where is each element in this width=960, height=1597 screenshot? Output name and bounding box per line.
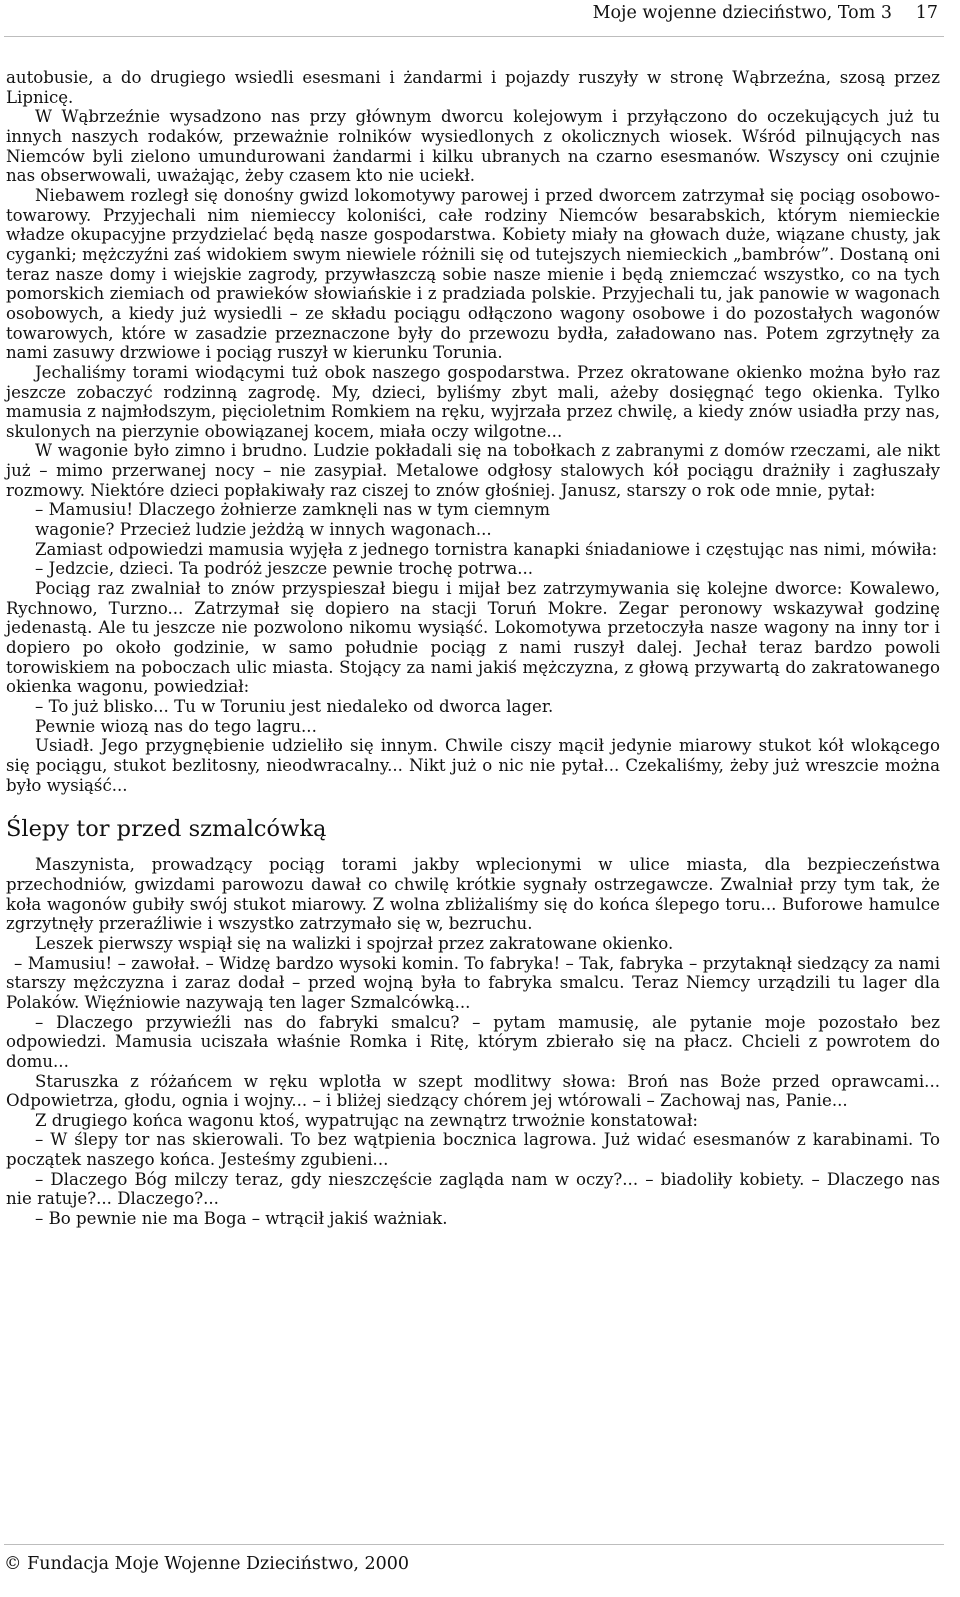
page-header (4, 0, 944, 37)
page-footer (4, 1544, 944, 1577)
dialogue-line: wagonie? Przecież ludzie jeżdżą w innych wagonach... (35, 520, 492, 540)
paragraph: Leszek pierwszy wspiął się na walizki i spojrzał przez zakratowane okienko. (35, 933, 674, 953)
section-heading: Ślepy tor przed szmalcówką (6, 816, 327, 843)
paragraph: Maszynista, prowadzący pociąg torami jakby wplecionymi w ulice miasta, dla bezpieczeństwa przechodniów, gwizdami parowozu dawał co chwilę krótkie sygnały ostrzegawcze. Zwalniał przy tym tak, że koła wagonów gubiły swój stukot miarowy. Z wolna zbliżaliśmy się do końca ślepego toru... Buforowe hamulce zgrzytnęły przeraźliwie i wszystko zatrzymało się w, bezruchu. (6, 855, 940, 934)
copyright-notice: © Fundacja Moje Wojenne Dzieciństwo, 2000 (4, 1554, 410, 1574)
page-number: 17 (915, 3, 938, 23)
paragraph: W Wąbrzeźnie wysadzono nas przy głównym dworcu kolejowym i przyłączono do oczekujących już tu innych naszych rodaków, przeważnie rolników wysiedlonych z okolicznych wiosek. Wśród pilnujących nas Niemców byli zielono umundurowani żandarmi i kilku ubranych na czarno esesmanów. Wszyscy oni czujnie nas obserwowali, uważając, żeby czasem kto nie uciekł. (6, 107, 940, 186)
dialogue-line: – W ślepy tor nas skierowali. To bez wątpienia bocznica lagrowa. Już widać esesmanów z karabinami. To początek naszego końca. Jesteśmy zgubieni... (6, 1130, 940, 1170)
dialogue-line: – Dlaczego przywieźli nas do fabryki smalcu? – pytam mamusię, ale pytanie moje pozostało bez odpowiedzi. Mamusia uciszała właśnie Romka i Ritę, którym zbierało się na płacz. Chcieli z powrotem do domu... (6, 1012, 940, 1071)
paragraph: Usiadł. Jego przygnębienie udzieliło się innym. Chwile ciszy mącił jedynie miarowy stukot kół wlokącego się pociągu, stukot bezlitosny, nieodwracalny... Nikt już o nic nie pytał... Czekaliśmy, żeby już wreszcie można było wysiąść... (6, 736, 940, 795)
paragraph: Z drugiego końca wagonu ktoś, wypatrując na zewnątrz trwożnie konstatował: (35, 1110, 698, 1130)
paragraph: autobusie, a do drugiego wsiedli esesmani i żandarmi i pojazdy ruszyły w stronę Wąbrzeźna, szosą przez Lipnicę. (6, 68, 940, 107)
paragraph: Niebawem rozległ się donośny gwizd lokomotywy parowej i przed dworcem zatrzymał się pociąg osobowo-towarowy. Przyjechali nim niemieccy koloniści, całe rodziny Niemców besarabskich, którym niemieckie władze okupacyjne przydzielać będą nasze gospodarstwa. Kobiety miały na głowach duże, wiązane chusty, jak cyganki; mężczyźni zaś widokiem swym niewiele różnili się od tutejszych niemieckich „bambrów”. Dostaną oni teraz nasze domy i wiejskie zagrody, przywłaszczą sobie nasze mienie i będą zniemczać wszystko, co na tych pomorskich ziemiach od prawieków słowiańskie i z pradziada polskie. Przyjechali tu, jak panowie w wagonach osobowych, a kiedy już wysiedli – ze składu pociągu odłączono wagony osobowe i do pozostałych wagonów towarowych, które w zasadzie przeznaczone były do przewozu bydła, załadowano nas. Potem zgrzytnęły za nami zasuwy drzwiowe i pociąg ruszył w kierunku Torunia. (6, 185, 940, 363)
dialogue-line: – Jedzcie, dzieci. Ta podróż jeszcze pewnie trochę potrwa... (35, 559, 534, 579)
paragraph: Pociąg raz zwalniał to znów przyspieszał biegu i mijał bez zatrzymywania się kolejne dworce: Kowalewo, Rychnowo, Turzno... Zatrzymał się dopiero na stacji Toruń Mokre. Zegar peronowy wskazywał godzinę jedenastą. Ale tu jeszcze nie pozwolono nikomu wysiąść. Lokomotywa przetoczyła nasze wagony na inny tor i dopiero po około godzinie, w samo południe pociąg z nami ruszył dalej. Jechał teraz bardzo powoli torowiskiem na poboczach ulic miasta. Stojący za nami jakiś mężczyzna, z głową przywartą do zakratowanego okienka wagonu, powiedział: (6, 579, 940, 697)
paragraph: Staruszka z różańcem w ręku wplotła w szept modlitwy słowa: Broń nas Boże przed oprawcami... Odpowietrza, głodu, ognia i wojny... – i bliżej siedzący chórem jej wtórowali – Zachowaj nas, Panie... (6, 1071, 940, 1111)
dialogue-line: – Mamusiu! – zawołał. – Widzę bardzo wysoki komin. To fabryka! – Tak, fabryka – przytaknął siedzący za nami starszy mężczyzna i zaraz dodał – przed wojną była to fabryka smalcu. Teraz Niemcy urządzili tu lager dla Polaków. Więźniowie nazywają ten lager Szmalcówką... (6, 953, 940, 1012)
book-title: Moje wojenne dzieciństwo, Tom 3 (592, 3, 892, 23)
dialogue-line: – Mamusiu! Dlaczego żołnierze zamknęli nas w tym ciemnym (35, 500, 550, 520)
dialogue-line: – Bo pewnie nie ma Boga – wtrącił jakiś ważniak. (35, 1209, 448, 1229)
paragraph: W wagonie było zimno i brudno. Ludzie pokładali się na tobołkach z zabranymi z domów rzeczami, ale nikt już – mimo przerwanej nocy – nie zasypiał. Metalowe odgłosy stalowych kół pociągu drażniły i zagłuszały rozmowy. Niektóre dzieci popłakiwały raz ciszej to znów głośniej. Janusz, starszy o rok ode mnie, pytał: (6, 441, 940, 500)
dialogue-line: – Dlaczego Bóg milczy teraz, gdy nieszczęście zagląda nam w oczy?... – biadoliły kobiety. – Dlaczego nas nie ratuje?... Dlaczego?... (6, 1169, 940, 1209)
paragraph: Jechaliśmy torami wiodącymi tuż obok naszego gospodarstwa. Przez okratowane okienko można było raz jeszcze zobaczyć rodzinną zagrodę. My, dzieci, byliśmy zbyt mali, ażeby dosięgnąć tego okienka. Tylko mamusia z najmłodszym, pięcioletnim Romkiem na ręku, wyjrzała przez chwilę, a kiedy znów usiadła przy nas, skulonych na pierzynie obowiązanej kocem, miała oczy wilgotne... (6, 362, 940, 441)
dialogue-line: – To już blisko... Tu w Toruniu jest niedaleko od dworca lager. (35, 697, 554, 716)
page-body (6, 68, 940, 1229)
dialogue-line: Pewnie wiozą nas do tego lagru... (35, 716, 317, 736)
paragraph: Zamiast odpowiedzi mamusia wyjęła z jednego tornistra kanapki śniadaniowe i częstując nas nimi, mówiła: (35, 539, 938, 559)
